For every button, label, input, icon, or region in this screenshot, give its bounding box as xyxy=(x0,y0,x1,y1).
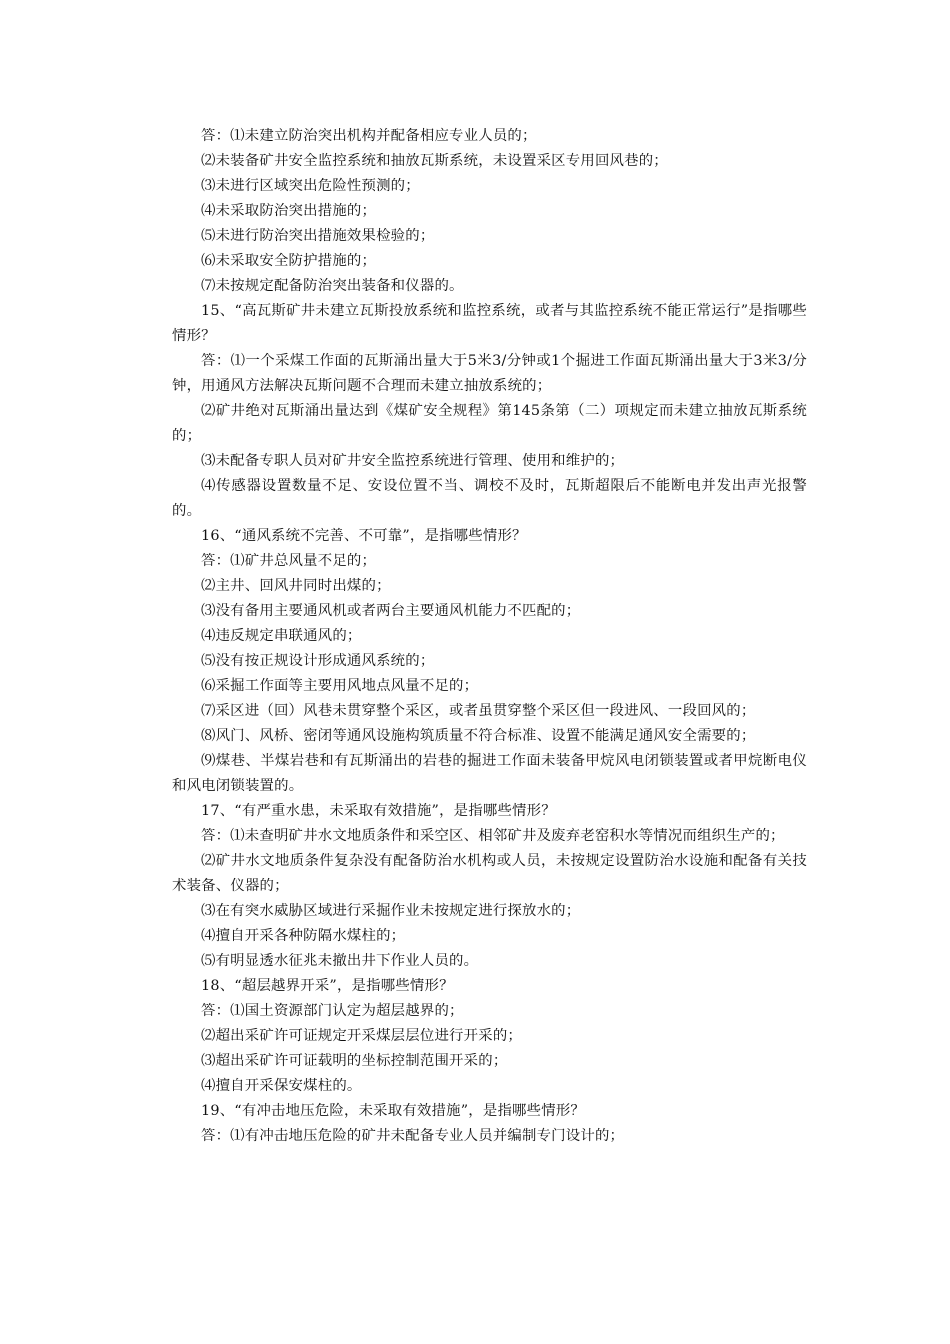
answer-paragraph: 答：⑴未查明矿井水文地质条件和采空区、相邻矿井及废弃老窑积水等情况而组织生产的； xyxy=(201,828,785,844)
list-item: ⑶在有突水威胁区域进行采掘作业未按规定进行探放水的； xyxy=(201,903,581,919)
list-item: ⑷擅自开采保安煤柱的。 xyxy=(201,1078,362,1094)
list-item: ⑶没有备用主要通风机或者两台主要通风机能力不匹配的； xyxy=(201,603,581,619)
list-item: ⑷违反规定串联通风的； xyxy=(201,628,362,644)
document-body xyxy=(172,124,807,1149)
list-item: ⑷传感器设置数量不足、安设位置不当、调校不及时，瓦斯超限后不能断电并发出声光报警的。 xyxy=(172,478,807,519)
question-19: 19、“有冲击地压危险，未采取有效措施”，是指哪些情形？ xyxy=(201,1103,586,1119)
question-18: 18、“超层越界开采”，是指哪些情形？ xyxy=(201,978,454,994)
list-item: ⑶超出采矿许可证载明的坐标控制范围开采的； xyxy=(201,1053,508,1069)
answer-paragraph: 答：⑴有冲击地压危险的矿井未配备专业人员并编制专门设计的； xyxy=(201,1128,625,1144)
answer-paragraph: 答：⑴未建立防治突出机构并配备相应专业人员的； xyxy=(201,128,537,144)
answer-paragraph: 答：⑴一个采煤工作面的瓦斯涌出量大于5米3/分钟或1个掘进工作面瓦斯涌出量大于3米3/分钟，用通风方法解决瓦斯问题不合理而未建立抽放系统的； xyxy=(172,353,807,394)
question-15: 15、“高瓦斯矿井未建立瓦斯投放系统和监控系统，或者与其监控系统不能正常运行”是指哪些情形？ xyxy=(172,303,807,344)
answer-paragraph: 答：⑴矿井总风量不足的； xyxy=(201,553,377,569)
list-item: ⑸没有按正规设计形成通风系统的； xyxy=(201,653,435,669)
list-item: ⑻风门、风桥、密闭等通风设施构筑质量不符合标准、设置不能满足通风安全需要的； xyxy=(201,728,756,744)
list-item: ⑹采掘工作面等主要用风地点风量不足的； xyxy=(201,678,479,694)
list-item: ⑷擅自开采各种防隔水煤柱的； xyxy=(201,928,406,944)
list-item: ⑹未采取安全防护措施的； xyxy=(201,253,377,269)
question-17: 17、“有严重水患，未采取有效措施”，是指哪些情形？ xyxy=(201,803,556,819)
list-item: ⑸有明显透水征兆未撤出井下作业人员的。 xyxy=(201,953,479,969)
list-item: ⑵矿井水文地质条件复杂没有配备防治水机构或人员，未按规定设置防治水设施和配备有关技术装备、仪器的； xyxy=(172,853,807,894)
list-item: ⑸未进行防治突出措施效果检验的； xyxy=(201,228,435,244)
list-item: ⑷未采取防治突出措施的； xyxy=(201,203,377,219)
list-item: ⑶未进行区域突出危险性预测的； xyxy=(201,178,420,194)
list-item: ⑺未按规定配备防治突出装备和仪器的。 xyxy=(201,278,464,294)
list-item: ⑺采区进（回）风巷未贯穿整个采区，或者虽贯穿整个采区但一段进风、一段回风的； xyxy=(201,703,756,719)
list-item: ⑵矿井绝对瓦斯涌出量达到《煤矿安全规程》第145条第（二）项规定而未建立抽放瓦斯系统的； xyxy=(172,403,807,444)
list-item: ⑵未装备矿井安全监控系统和抽放瓦斯系统，未设置采区专用回风巷的； xyxy=(201,153,668,169)
answer-paragraph: 答：⑴国土资源部门认定为超层越界的； xyxy=(201,1003,464,1019)
list-item: ⑶未配备专职人员对矿井安全监控系统进行管理、使用和维护的； xyxy=(201,453,625,469)
list-item: ⑼煤巷、半煤岩巷和有瓦斯涌出的岩巷的掘进工作面未装备甲烷风电闭锁装置或者甲烷断电仪和风电闭锁装置的。 xyxy=(172,753,807,794)
list-item: ⑵主井、回风井同时出煤的； xyxy=(201,578,391,594)
list-item: ⑵超出采矿许可证规定开采煤层层位进行开采的； xyxy=(201,1028,522,1044)
question-16: 16、“通风系统不完善、不可靠”，是指哪些情形？ xyxy=(201,528,527,544)
